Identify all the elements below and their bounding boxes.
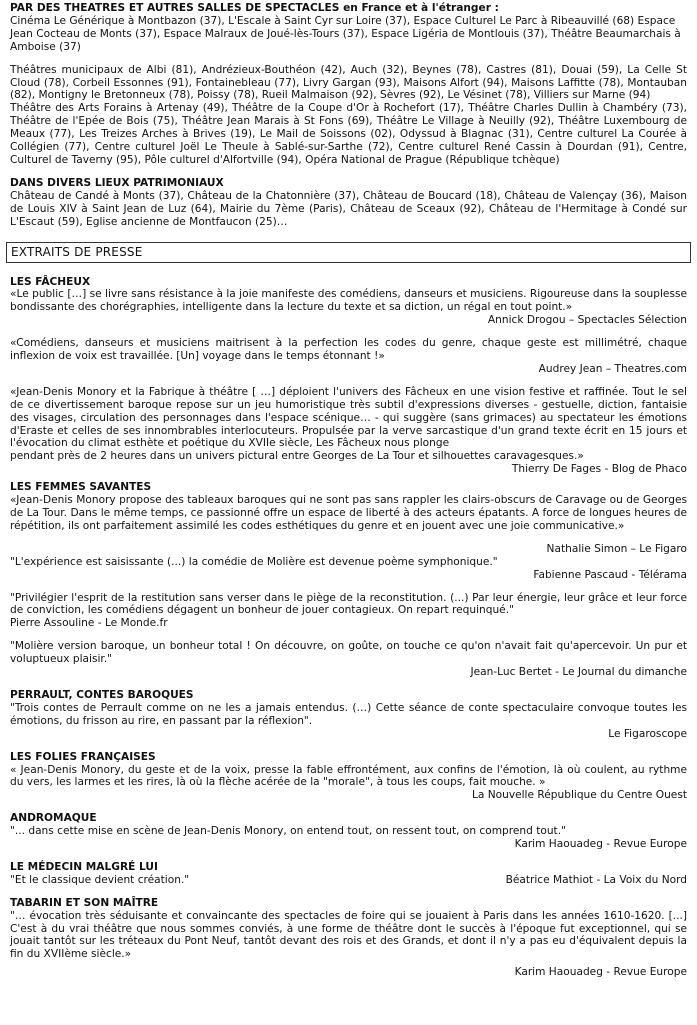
section-title-medecin: LE MÉDECIN MALGRÉ LUI [10,860,158,873]
source-andromaque-1: Karim Haouadeg - Revue Europe [514,838,687,851]
section-title-perrault: PERRAULT, CONTES BAROQUES [10,688,194,701]
quote-andromaque-1: "... dans cette mise en scène de Jean-Denis Monory, on entend tout, on ressent tout, on comprend tout." [10,825,566,838]
quote-perrault-1: "Trois contes de Perrault comme on ne les a jamais entendus. (…) Cette séance de conte spectaculaire convoque toutes les émotions, du frisson au rire, en passant par la réflexion". [10,701,687,727]
source-medecin-1: Béatrice Mathiot - La Voix du Nord [505,873,687,886]
section-title-tabarin: TABARIN ET SON MAÎTRE [10,896,159,909]
quote-facheux-3: «Jean-Denis Monory et la Fabrique à théâtre [ …] déploient l'univers des Fâcheux en une vision festive et raffinée. Tout le sel de ce divertissement baroque repose sur un jeu humoristique très subtil d'expressions diverses - gestuelle, diction, fantaisie des visages, circulation des personnages dans l'espace scénique… - qui suggère (sans grimaces) au spectateur les émotions d'Eraste et celles de ses innombrables interlocuteurs. Propulsée par la verve sarcastique d'un grand texte écrit en 15 jours et l'évocation du climat esthète et poétique du XVIIe siècle, Les Fâcheux nous plonge [10,385,687,450]
quote-tabarin-1: "… évocation très séduisante et convaincante des spectacles de foire qui se jouaient à Paris dans les années 1610-1620. [...] C'est à du vrai théâtre que nous sommes conviés, à une forme de théâtre dont le succès à l'époque fut exceptionnel, qui se jouait tantôt sur les tréteaux du Pont Neuf, tantôt devant des rois et des Grands, et dont il n'y a pas eu d'équivalent depuis la fin du XVIIème siècle.» [10,909,687,961]
theatres-heading: PAR DES THEATRES ET AUTRES SALLES DE SPECTACLES en France et à l'étranger : [10,2,499,14]
medecin-row [10,874,687,887]
source-tabarin-1: Karim Haouadeg - Revue Europe [514,966,687,979]
section-title-andromaque: ANDROMAQUE [10,812,97,825]
press-extracts-box [6,242,691,263]
theatres-list-3: Théâtre des Arts Forains à Artenay (49), Théâtre de la Coupe d'Or à Rochefort (17), Théâtre Charles Dullin à Chambéry (73), Théâtre de l'Epée de Bois (75), Théâtre Jean Marais à St Fons (69), Théâtre Le Village à Neuilly (92), Théâtre Luxembourg de Meaux (77), Les Treizes Arches à Brives (19), Le Mail de Soissons (02), Odyssud à Blagnac (31), Centre culturel La Courée à Collégien (77), Centre culturel Joël Le Theule à Sablé-sur-Sarthe (72), Centre culturel René Cassin à Dourdan (91), Centre, Culturel de Taverny (95), Pôle culturel d'Alfortville (94), Opéra National de Prague (République tchèque) [10,102,687,166]
quote-savantes-4: "Molière version baroque, un bonheur total ! On découvre, on goûte, on touche ce qu'on n'avait fait qu'apercevoir. Un pur et voluptueux plaisir." [10,640,687,666]
section-title-folies: LES FOLIES FRANÇAISES [10,750,156,763]
quote-savantes-2: "L'expérience est saisissante (...) la comédie de Molière est devenue poème symphonique." [10,555,498,568]
source-folies-1: La Nouvelle République du Centre Ouest [471,789,687,802]
source-savantes-3: Pierre Assouline - Le Monde.fr [10,617,168,630]
source-facheux-3: Thierry De Fages - Blog de Phaco [511,463,687,476]
quote-medecin-1: "Et le classique devient création." [10,873,190,886]
quote-savantes-3: "Privilégier l'esprit de la restitution sans verser dans le piège de la reconstitution. (...) Par leur énergie, leur grâce et leur force de conviction, les comédiens dégagent un bonheur de jouer contagieux. On repart requinqué." [10,591,687,617]
source-savantes-4: Jean-Luc Bertet - Le Journal du dimanche [470,666,687,679]
quote-folies-1: « Jean-Denis Monory, du geste et de la voix, presse la fable effrontément, aux confins de l'émotion, là où coulent, au rythme du vers, les larmes et les rires, là où la flèche acérée de la "morale", à tous les coups, fait mouche. » [10,763,687,789]
source-savantes-2: Fabienne Pascaud - Télérama [533,568,687,581]
quote-facheux-3-end: pendant près de 2 heures dans un univers pictural entre Georges de La Tour et silhouettes caravagesques.» [10,450,584,463]
section-title-savantes: LES FEMMES SAVANTES [10,481,152,494]
source-facheux-1: Annick Drogou – Spectacles Sélection [487,314,687,327]
patrimoine-heading: DANS DIVERS LIEUX PATRIMONIAUX [10,176,224,189]
source-perrault-1: Le Figaroscope [608,727,687,740]
theatres-list-2: Théâtres municipaux de Albi (81), Andrézieux-Bouthéon (42), Auch (32), Beynes (78), Castres (81), Douai (59), La Celle St Cloud (78), Corbeil Essonnes (91), Fontainebleau (77), Livry Gargan (93), Maisons Alfort (94), Maisons Laffitte (78), Montauban (82), Montigny le Bretonneux (78), Poissy (78), Rueil Malmaison (92), Sèvres (92), Le Vésinet (78), Villiers sur Marne (94) [10,63,687,102]
section-title-facheux: LES FÂCHEUX [10,275,91,288]
quote-facheux-2: «Comédiens, danseurs et musiciens maitrisent à la perfection les codes du genre, chaque geste est millimétré, chaque inflexion de voix est travaillée. [Un] voyage dans le temps étonnant !» [10,337,687,363]
quote-facheux-1: «Le public […] se livre sans résistance à la joie manifeste des comédiens, danseurs et musiciens. Rigoureuse dans la souplesse bondissante des chorégraphies, intelligente dans la lecture du texte et sa diction, un régal en tout point.» [10,288,687,314]
source-savantes-1: Nathalie Simon – Le Figaro [546,542,687,555]
press-extracts-label: EXTRAITS DE PRESSE [11,244,143,259]
quote-savantes-1: «Jean-Denis Monory propose des tableaux baroques qui ne sont pas sans rappler les clairs-obscurs de Caravage ou de Georges de La Tour. Dans le même temps, ce passionné offre un espace de liberté à des acteurs épatants. A force de longues heures de répétition, ils ont parfaitement assimilé les codes esthétiques du genre et en jouent avec une joie communicative.» [10,494,687,532]
patrimoine-list: Château de Candé à Monts (37), Château de la Chatonnière (37), Château de Boucard (18), Château de Valençay (36), Maison de Louis XIV à Saint Jean de Luz (64), Mairie du 7ème (Paris), Château de Sceaux (92), Château de l'Hermitage à Condé sur L'Escaut (59), Eglise ancienne de Montfaucon (25)… [10,189,687,228]
theatres-list-1: Cinéma Le Générique à Montbazon (37), L'Escale à Saint Cyr sur Loire (37), Espace Culturel Le Parc à Ribeauvillé (68) Espace Jean Cocteau de Monts (37), Espace Malraux de Joué-lès-Tours (37), Espace Ligéria de Montlouis (37), Théâtre Beaumarchais à Amboise (37) [10,14,681,53]
source-facheux-2: Audrey Jean – Theatres.com [538,362,687,375]
